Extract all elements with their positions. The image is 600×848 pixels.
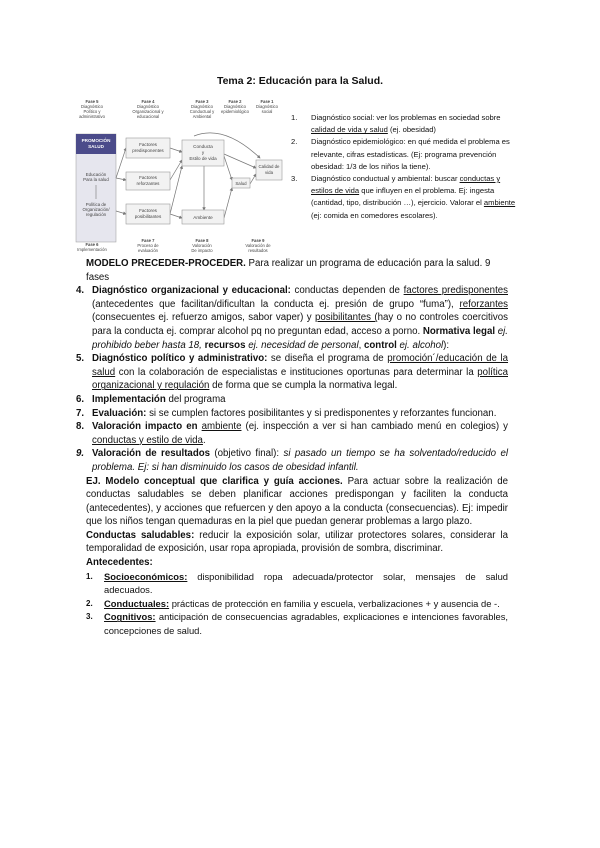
list-item: 1. Diagnóstico social: ver los problemas en sociedad sobre calidad de vida y salud (ej. obesidad) <box>291 113 501 135</box>
svg-text:Diagnóstico: Diagnóstico <box>81 104 103 109</box>
factor-enabling-box <box>126 204 170 224</box>
health-box <box>232 178 250 188</box>
svg-text:Diagnóstico: Diagnóstico <box>191 104 213 109</box>
list-item: 2. Diagnóstico epidemiológico: en qué medida el problema es relevante, cifras estadísticas. (Ej: programa prevención obesidad: 1/3 de los niños la tiene). <box>291 137 510 171</box>
phase-item-4: 4. Diagnóstico organizacional y educacional: conductas dependen de factores predisponentes (antecedentes que facilitan/dificultan la conducta ej. presión de grupo “fuma”), reforzantes (consecuentes ej. refuerzo amigos, sabor vaper) y posibilitantes (hay o no controles coercitivos para la conducta ej. comprar alcohol pq no preguntan edad, acceso a porno. Normativa legal ej. prohibido beber hasta 18, recursos ej. necesidad de personal, control ej. alcohol): <box>76 285 508 351</box>
phase-5-header <box>79 99 106 119</box>
svg-text:Valoración de: Valoración de <box>245 243 271 248</box>
phase-1-header <box>256 99 279 114</box>
list-item: 3. Cognitivos: anticipación de consecuencias agradables, explicaciones e intenciones favorables, concepciones de salud. <box>86 611 508 637</box>
svg-text:posibilitantes: posibilitantes <box>134 214 162 219</box>
healthy-behaviors-paragraph: Conductas saludables: reducir la exposición solar, utilizar protectores solares, considerar la temporalidad de exposición, usar ropa apropiada, provisión de sombra, discriminar. <box>86 529 508 555</box>
svg-text:Estilo de vida: Estilo de vida <box>189 156 217 161</box>
svg-text:Ambiental: Ambiental <box>192 114 212 119</box>
svg-text:resultados: resultados <box>248 248 268 253</box>
svg-text:Fase 8: Fase 8 <box>195 238 209 243</box>
phase-6-footer <box>77 242 107 252</box>
svg-text:Calidad de: Calidad de <box>258 164 280 169</box>
svg-text:Conducta: Conducta <box>193 144 213 149</box>
example-paragraph: EJ. Modelo conceptual que clarifica y guía acciones. Para actuar sobre la realización de conductas saludables se deben planificar acciones predispongan y faciliten la conducta (antecedentes), y acciones que refuercen y den apoyo a la conducta (consecuencias). Ej: impedir que los niños tengan quemaduras en la piel que puedan generar problemas a largo plazo. <box>86 475 508 528</box>
svg-text:Político y: Político y <box>83 109 101 114</box>
svg-text:Salud: Salud <box>235 181 247 186</box>
svg-text:Fase 4: Fase 4 <box>141 99 155 104</box>
svg-text:Proceso de: Proceso de <box>137 243 159 248</box>
quality-of-life-box <box>256 160 282 180</box>
list-item: 2. Conductuales: prácticas de protección en familia y escuela, verbalizaciones + y ausencia de -. <box>86 597 500 609</box>
policy-label: Política de <box>85 202 107 207</box>
svg-text:Fase 9: Fase 9 <box>251 238 265 243</box>
main-content <box>76 257 508 638</box>
education-label: Educación <box>85 172 107 177</box>
svg-text:De impacto: De impacto <box>191 248 213 253</box>
phase-item-9: 9. Valoración de resultados (objetivo final): si pasado un tiempo se ha solventado/reducido el problema. Ej: si han disminuido los casos de obesidad infantil. <box>76 448 508 473</box>
antecedents-heading: Antecedentes: <box>86 557 153 569</box>
svg-text:predisponentes: predisponentes <box>132 148 164 153</box>
list-item: 3. Diagnóstico conductual y ambiental: buscar conductas y estilos de vida que influyen en el problema. Ej: ingesta (cantidad, tipo, distribución …), ejercicio. Valorar el ambiente (ej: comida en comedores escolares). <box>291 174 516 220</box>
svg-text:reforzantes: reforzantes <box>136 181 160 186</box>
svg-text:Fase 1: Fase 1 <box>260 99 274 104</box>
behavior-lifestyle-box <box>182 140 224 166</box>
svg-text:Fase 7: Fase 7 <box>141 238 155 243</box>
svg-text:Ambiente: Ambiente <box>193 215 213 220</box>
svg-text:Implementación: Implementación <box>77 247 107 252</box>
education-label-2: Para la salud <box>83 177 109 182</box>
policy-label-3: regulación <box>85 212 107 217</box>
svg-text:Diagnóstico: Diagnóstico <box>137 104 159 109</box>
policy-label-2: Organización/ <box>82 207 110 212</box>
factor-predisposing-box <box>126 138 170 158</box>
factor-reinforcing-box <box>126 172 170 190</box>
list-item: 1. Socioeconómicos: disponibilidad ropa adecuada/protector solar, mensajes de salud adecuados. <box>86 570 508 596</box>
svg-text:Conductual y: Conductual y <box>189 109 215 114</box>
precede-proceed-diagram <box>74 96 284 256</box>
svg-text:social: social <box>261 109 273 114</box>
svg-text:Factores: Factores <box>139 208 157 213</box>
svg-text:educacional: educacional <box>136 114 160 119</box>
svg-text:Diagnóstico: Diagnóstico <box>224 104 246 109</box>
svg-text:administrativo: administrativo <box>79 114 105 119</box>
phase-3-header <box>190 99 215 119</box>
promotion-label: PROMOCIÓN <box>81 138 111 143</box>
phase-item-8: 8. Valoración impacto en ambiente (ej. inspección a ver si han cambiado menú en colegios) y conductas y estilo de vida. <box>76 421 508 446</box>
svg-text:Organizacional y: Organizacional y <box>132 109 164 114</box>
antecedents-list <box>76 570 508 638</box>
svg-text:evaluación: evaluación <box>137 248 159 253</box>
svg-text:epidemiológico: epidemiológico <box>221 109 249 114</box>
phase-item-6: 6. Implementación del programa <box>76 393 226 405</box>
phase-8-footer <box>191 238 213 253</box>
phase-4-header <box>132 99 164 119</box>
svg-text:Fase 2: Fase 2 <box>228 99 242 104</box>
promotion-label-2: SALUD <box>88 144 104 149</box>
page-title: Tema 2: Educación para la Salud. <box>216 75 384 87</box>
svg-text:Valoración: Valoración <box>192 243 212 248</box>
phase-item-5: 5. Diagnóstico político y administrativo: se diseña el programa de promoción´/educación de la salud con la colaboración de especialistas e instituciones oportunas para determinar la política organizacional y regulación de forma que se cumpla la normativa legal. <box>76 353 509 392</box>
svg-text:Diagnóstico: Diagnóstico <box>256 104 278 109</box>
model-intro: MODELO PRECEDER-PROCEDER. Para realizar un programa de educación para la salud. 9 fases <box>86 258 491 283</box>
phase-2-header <box>221 99 250 114</box>
phase-9-footer <box>245 238 271 253</box>
svg-text:y: y <box>201 150 205 155</box>
svg-text:Fase 3: Fase 3 <box>195 99 209 104</box>
svg-text:Fase 5: Fase 5 <box>85 99 99 104</box>
svg-text:Factores: Factores <box>139 142 157 147</box>
svg-text:vida: vida <box>264 170 274 175</box>
svg-text:Factores: Factores <box>139 175 157 180</box>
environment-box <box>182 210 224 224</box>
svg-text:Fase 6: Fase 6 <box>85 242 99 247</box>
phase-7-footer <box>137 238 159 253</box>
phase-item-7: 7. Evaluación: si se cumplen factores posibilitantes y si predisponentes y reforzantes funcionan. <box>76 407 497 419</box>
phase-list <box>76 284 508 474</box>
phase-diagnosis-list <box>291 112 517 222</box>
